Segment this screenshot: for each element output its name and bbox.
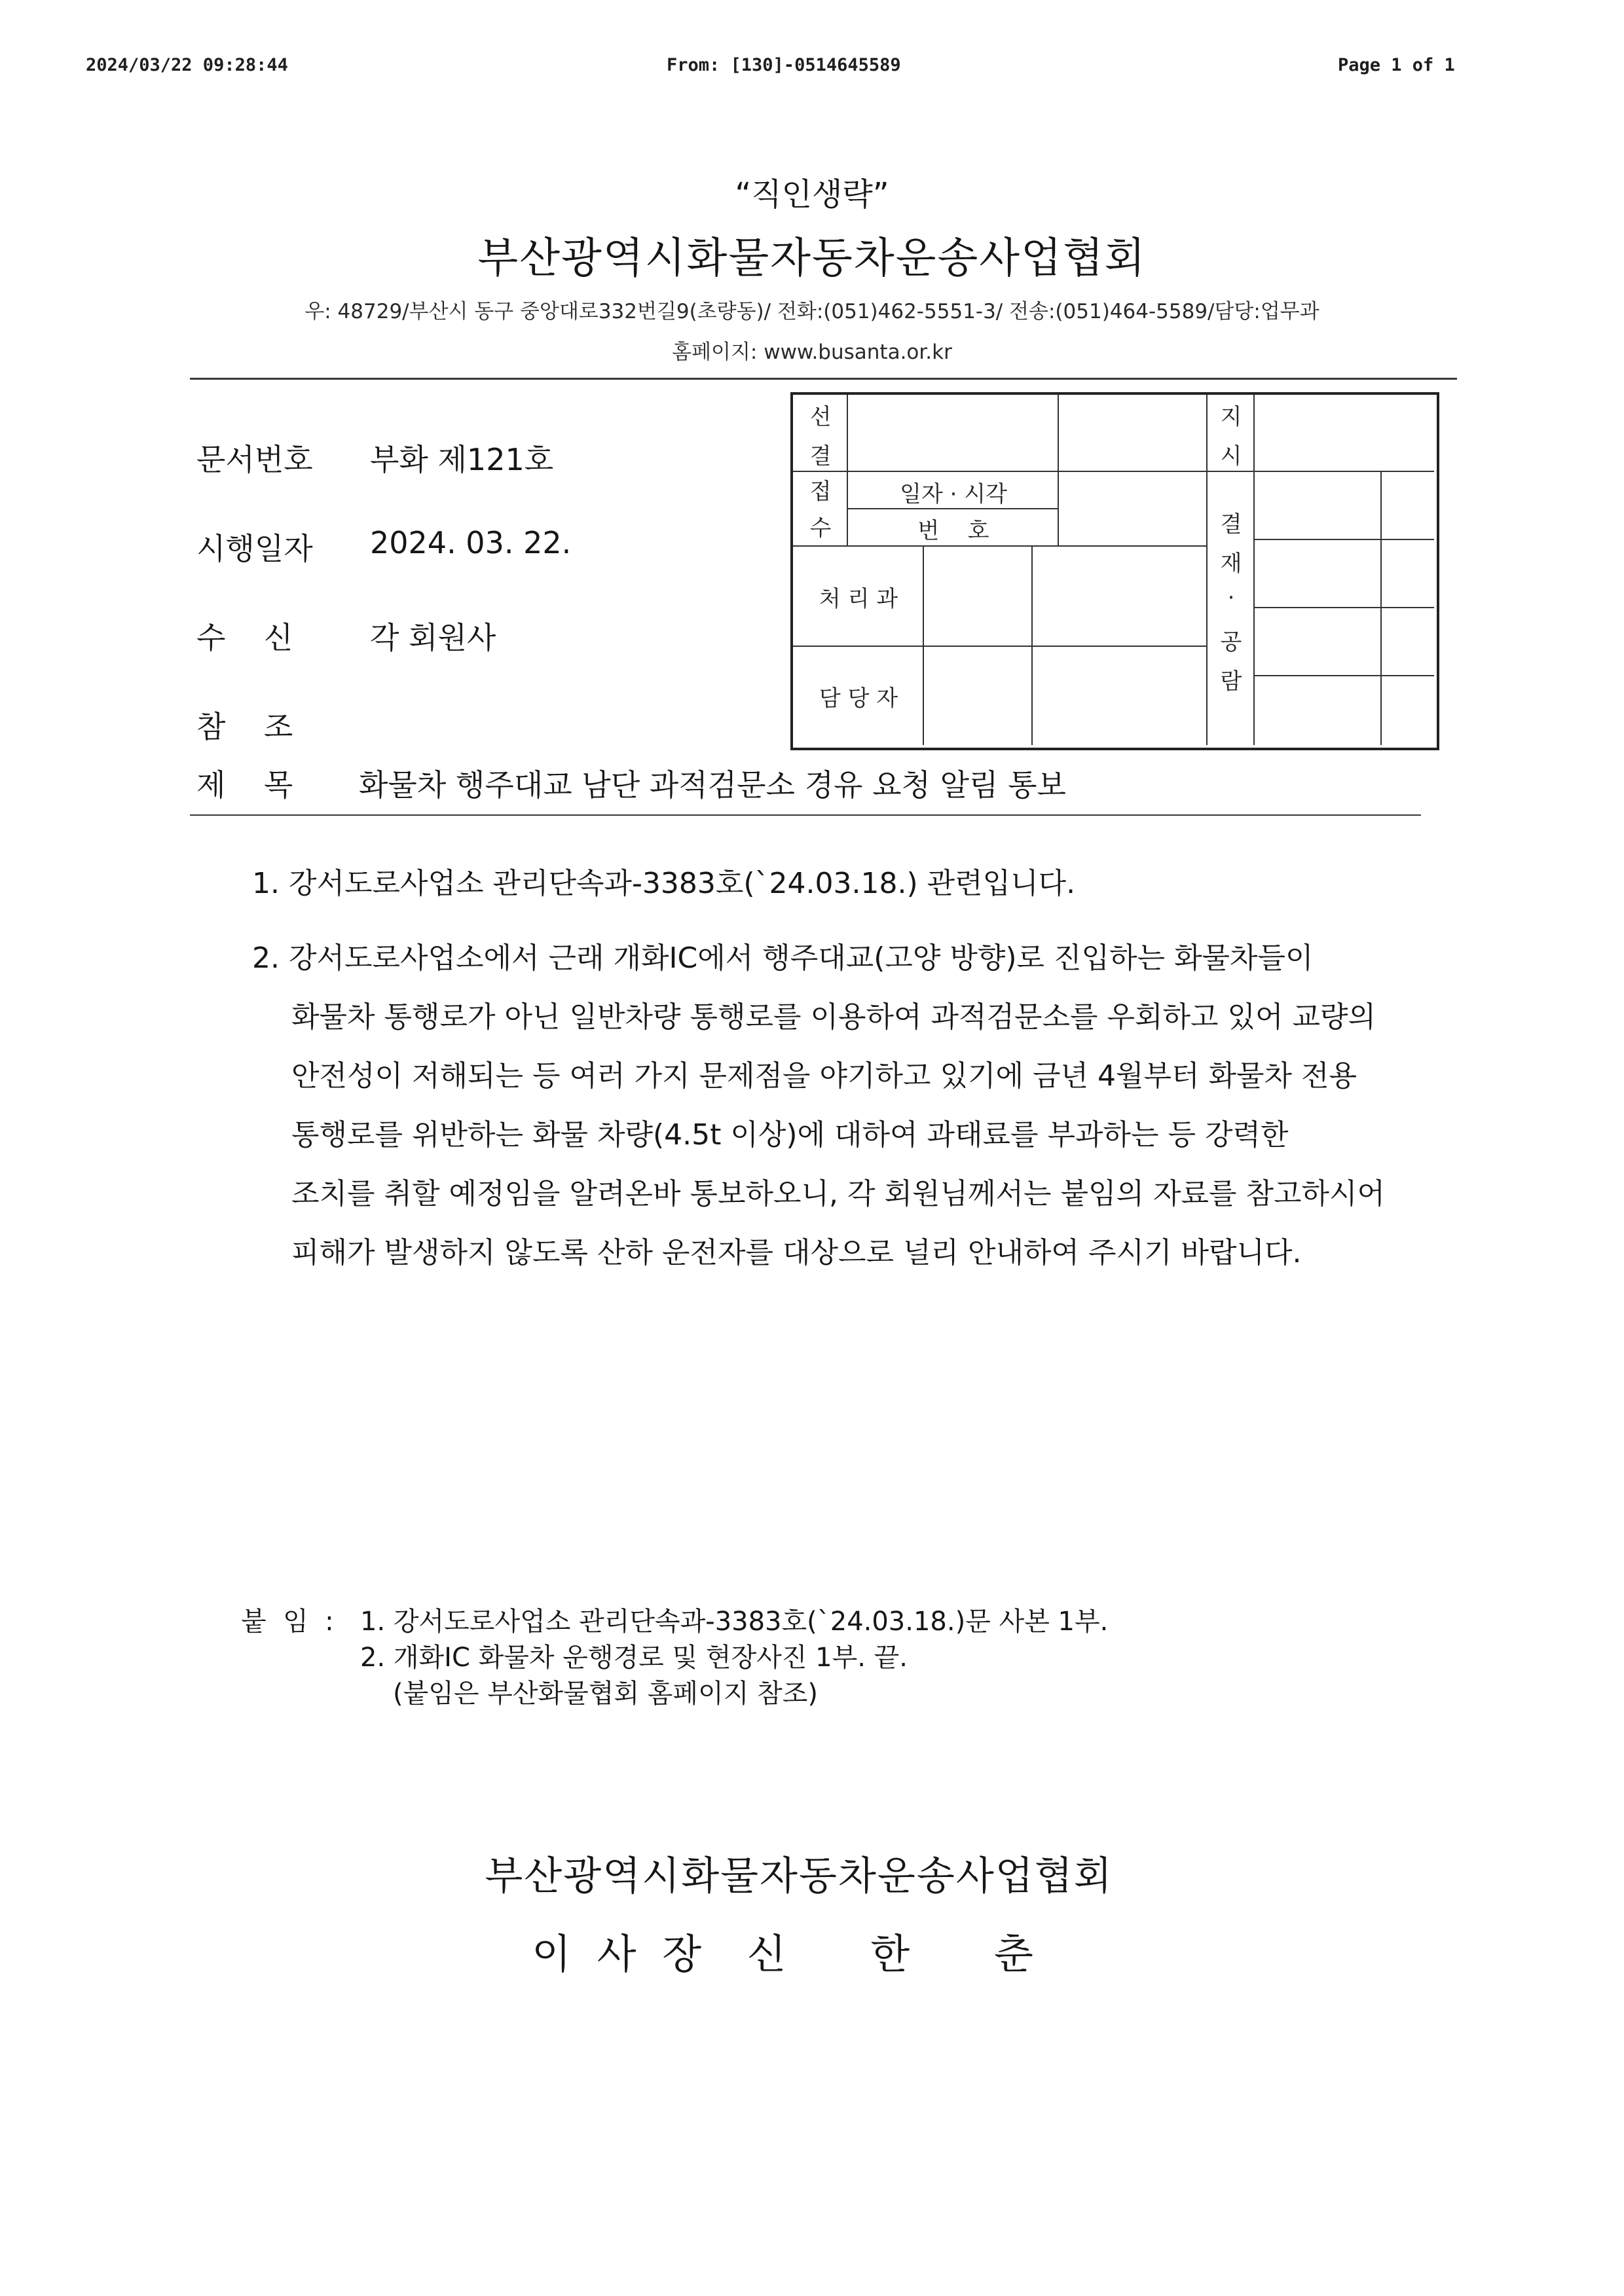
label-dot: · xyxy=(1227,585,1235,611)
fax-page-number: Page 1 of 1 xyxy=(1338,55,1455,75)
label-seon: 선 xyxy=(809,404,832,430)
body-item-1: 1. 강서도로사업소 관리단속과-3383호(`24.03.18.) 관련입니다. xyxy=(252,867,1076,900)
process-dept-value-1 xyxy=(924,547,1033,647)
approval-box xyxy=(790,392,1439,750)
body-item-2-line-1: 2. 강서도로사업소에서 근래 개화IC에서 행주대교(고양 방향)로 진입하는 화물차들이 xyxy=(252,941,1314,975)
approval-grid-2b xyxy=(1382,540,1434,608)
approval-grid-1a xyxy=(1255,472,1382,540)
doc-number-value: 부화 제121호 xyxy=(370,442,554,477)
label-gong: 공 xyxy=(1220,629,1242,655)
jisi-content-cell xyxy=(1255,395,1434,472)
label-jeop: 접 xyxy=(809,479,832,505)
attachment-label: 붙 임 : xyxy=(241,1607,334,1637)
body-item-2-line-4: 통행로를 위반하는 화물 차량(4.5t 이상)에 대하여 과태료를 부과하는 등 강력한 xyxy=(291,1118,1289,1152)
subject-divider xyxy=(190,814,1421,816)
subject-label: 제 목 xyxy=(196,767,293,803)
approval-grid-1b xyxy=(1382,472,1434,540)
label-ram: 람 xyxy=(1220,668,1242,695)
approval-grid-4a xyxy=(1255,676,1382,745)
issue-date-label: 시행일자 xyxy=(196,531,313,566)
issue-date-value: 2024. 03. 22. xyxy=(370,525,572,560)
label-gyeol-2: 결 xyxy=(1220,511,1242,538)
letterhead-address: 우: 48729/부산시 동구 중앙대로332번길9(초량동)/ 전화:(051)462-5551-3/ 전송:(051)464-5589/담당:업무과 xyxy=(304,300,1320,323)
fax-sender: From: [130]-0514645589 xyxy=(667,55,901,75)
body-item-2-line-3: 안전성이 저해되는 등 여러 가지 문제점을 야기하고 있기에 금년 4월부터 화물차 전용 xyxy=(291,1059,1357,1093)
approval-grid-3b xyxy=(1382,608,1434,676)
recipient-label: 수 신 xyxy=(196,620,293,655)
approval-grid-4b xyxy=(1382,676,1434,745)
doc-number-label: 문서번호 xyxy=(196,442,313,477)
approval-grid-2a xyxy=(1255,540,1382,608)
seon-gyeol-sign-cell-1 xyxy=(848,395,1059,472)
label-su: 수 xyxy=(809,515,832,541)
body-item-2-line-6: 피해가 발생하지 않도록 산하 운전자를 대상으로 널리 안내하여 주시기 바랍니다. xyxy=(291,1236,1302,1269)
attachment-line-1: 1. 강서도로사업소 관리단속과-3383호(`24.03.18.)문 사본 1부. xyxy=(360,1607,1109,1637)
letterhead-org-name: 부산광역시화물자동차운송사업협회 xyxy=(477,234,1147,283)
person-value-1 xyxy=(924,647,1033,745)
subject-value: 화물차 행주대교 남단 과적검문소 경유 요청 알림 통보 xyxy=(359,767,1066,803)
approval-grid-3a xyxy=(1255,608,1382,676)
label-process-dept: 처 리 과 xyxy=(819,586,898,612)
recipient-value: 각 회원사 xyxy=(370,620,496,655)
label-gyeol: 결 xyxy=(809,443,832,469)
label-person-in-charge: 담 당 자 xyxy=(819,685,898,712)
seon-gyeol-sign-cell-2 xyxy=(1059,395,1208,472)
letterhead-homepage: 홈페이지: www.busanta.or.kr xyxy=(672,340,952,364)
label-si: 시 xyxy=(1220,443,1242,469)
motto-stamp-omitted: “직인생략” xyxy=(735,176,889,213)
receipt-value-cell xyxy=(1059,472,1208,547)
fax-datetime: 2024/03/22 09:28:44 xyxy=(86,55,288,75)
person-value-2 xyxy=(1033,647,1208,745)
body-item-2-line-5: 조치를 취할 예정임을 알려온바 통보하오니, 각 회원님께서는 붙임의 자료를 참고하시어 xyxy=(291,1177,1386,1211)
letterhead-divider xyxy=(190,378,1457,380)
body-item-2-line-2: 화물차 통행로가 아닌 일반차량 통행로를 이용하여 과적검문소를 우회하고 있어 교량의 xyxy=(291,1000,1376,1034)
label-ji: 지 xyxy=(1220,404,1242,430)
cc-label: 참 조 xyxy=(196,709,293,744)
attachment-note: (붙임은 부산화물협회 홈페이지 참조) xyxy=(393,1679,818,1709)
label-number: 번 호 xyxy=(917,518,989,544)
label-date-time: 일자 · 시각 xyxy=(900,481,1007,507)
process-dept-value-2 xyxy=(1033,547,1208,647)
signature-chairman: 이 사 장 신 한 춘 xyxy=(532,1930,1040,1978)
attachment-line-2: 2. 개화IC 화물차 운행경로 및 현장사진 1부. 끝. xyxy=(360,1643,908,1673)
signature-org-name: 부산광역시화물자동차운송사업협회 xyxy=(485,1853,1113,1899)
label-jae: 재 xyxy=(1220,551,1242,577)
